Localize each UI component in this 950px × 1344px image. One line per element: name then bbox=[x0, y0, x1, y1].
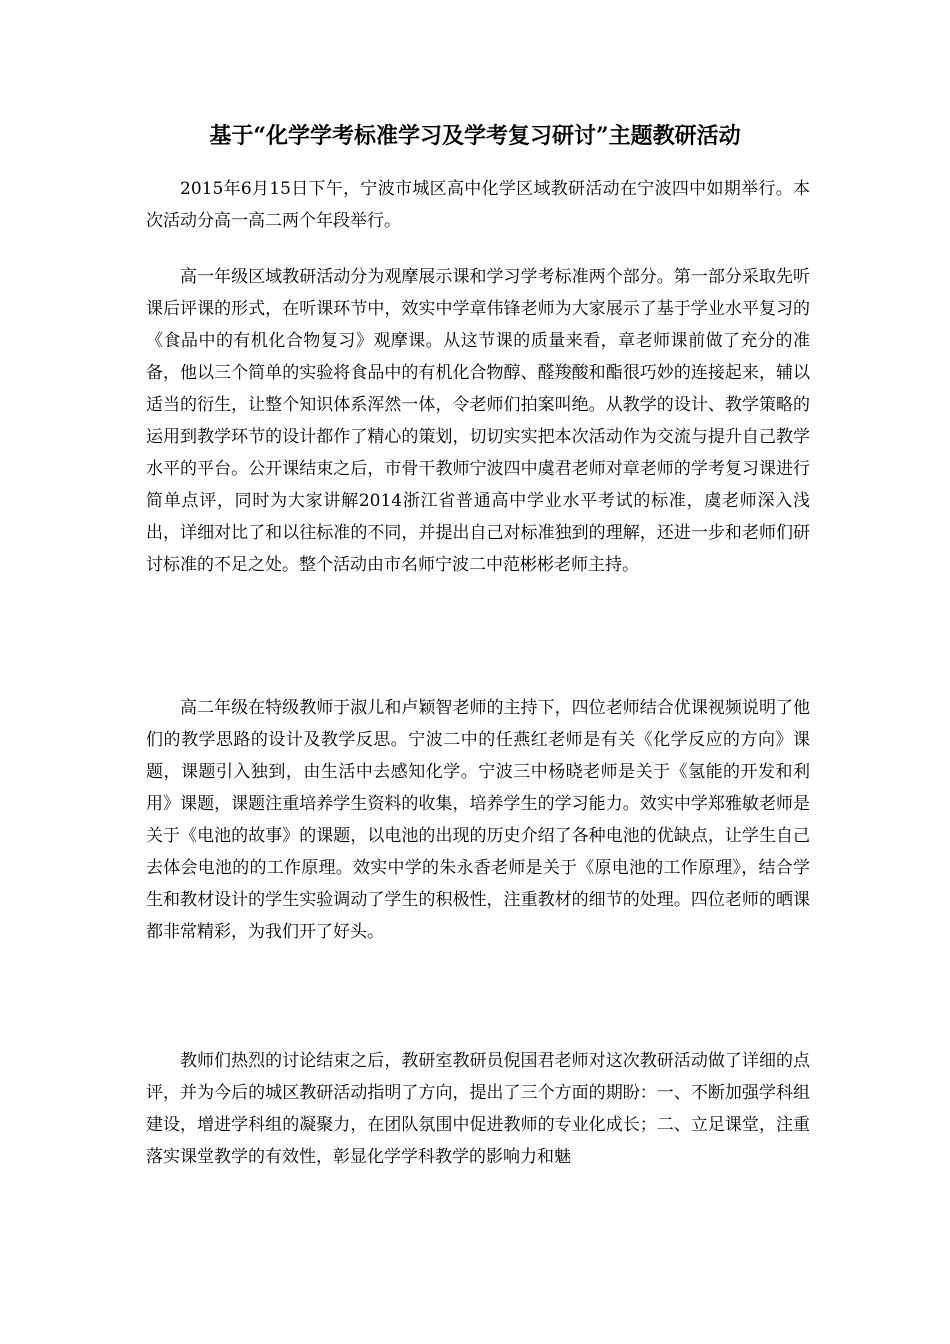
document-title: 基于“化学学考标准学习及学考复习研讨”主题教研活动 bbox=[209, 123, 741, 149]
paragraph-summary: 教师们热烈的讨论结束之后，教研室教研员倪国君老师对这次教研活动做了详细的点评，并为今后的城区教研活动指明了方向，提出了三个方面的期盼：一、不断加强学科组建设，增进学科组的凝聚力，在团队氛围中促进教师的专业化成长；二、立足课堂，注重落实课堂教学的有效性，彰显化学学科教学的影响力和魅 bbox=[146, 1051, 810, 1167]
paragraph-grade-two: 高二年级在特级教师于淑儿和卢颖智老师的主持下，四位老师结合优课视频说明了他们的教学思路的设计及教学反思。宁波二中的任燕红老师是有关《化学反应的方向》课题，课题引入独到，由生活中去感知化学。宁波三中杨晓老师是关于《氢能的开发和利用》课题，课题注重培养学生资料的收集，培养学生的学习能力。效实中学郑雅敏老师是关于《电池的故事》的课题，以电池的出现的历史介绍了各种电池的优缺点，让学生自己去体会电池的的工作原理。效实中学的朱永香老师是关于《原电池的工作原理》，结合学生和教材设计的学生实验调动了学生的积极性，注重教材的细节的处理。四位老师的晒课都非常精彩，为我们开了好头。 bbox=[146, 698, 810, 942]
paragraph-grade-one: 高一年级区域教研活动分为观摩展示课和学习学考标准两个部分。第一部分采取先听课后评课的形式，在听课环节中，效实中学章伟锋老师为大家展示了基于学业水平复习的《食品中的有机化合物复习》观摩课。从这节课的质量来看，章老师课前做了充分的准备，他以三个简单的实验将食品中的有机化合物醇、醛羧酸和酯很巧妙的连接起来，辅以适当的衍生，让整个知识体系浑然一体，令老师们拍案叫绝。从教学的设计、教学策略的运用到教学环节的设计都作了精心的策划，切切实实把本次活动作为交流与提升自己教学水平的平台。公开课结束之后，市骨干教师宁波四中虞君老师对章老师的学考复习课进行简单点评，同时为大家讲解2014浙江省普通高中学业水平考试的标准，虞老师深入浅出，详细对比了和以往标准的不同，并提出自己对标准独到的理解，还进一步和老师们研讨标准的不足之处。整个活动由市名师宁波二中范彬彬老师主持。 bbox=[146, 267, 810, 575]
paragraph-intro: 2015年6月15日下午，宁波市城区高中化学区域教研活动在宁波四中如期举行。本次活动分高一高二两个年段举行。 bbox=[146, 179, 810, 231]
